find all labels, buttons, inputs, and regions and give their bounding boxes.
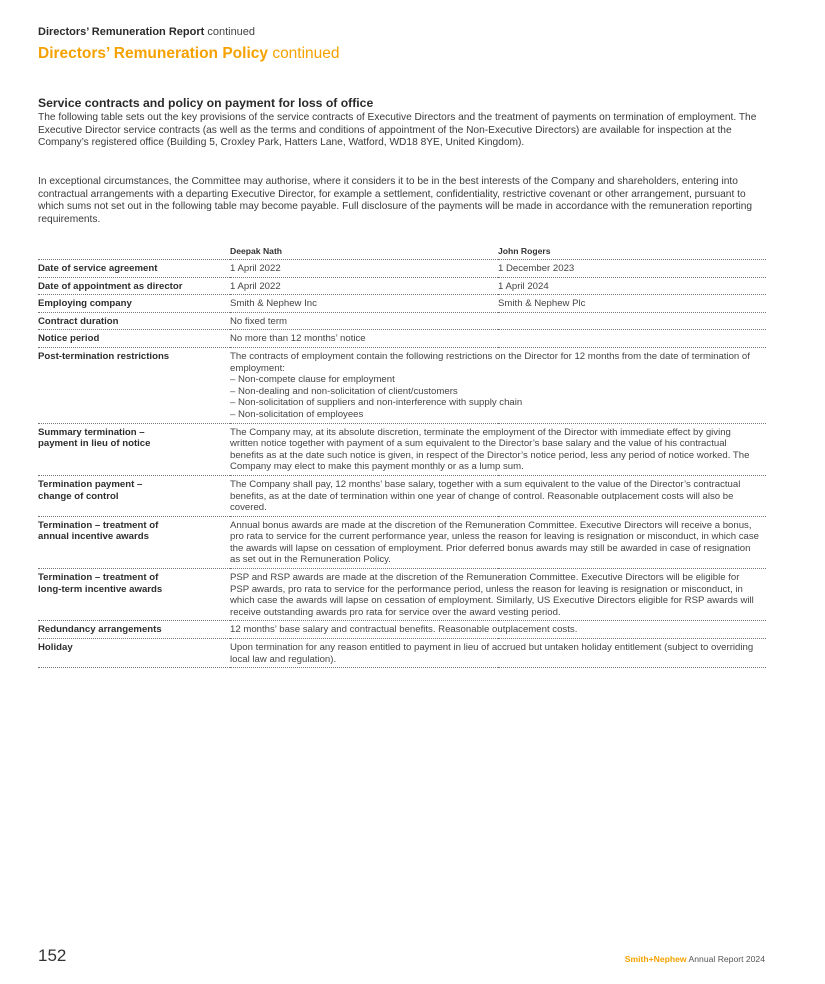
table-row [38,516,766,568]
cell-john: 1 December 2023 [498,260,766,278]
cell-merged: The Company may, at its absolute discretion, terminate the employment of the Director with immediate effect by giving written notice together with payment of a sum equivalent to the Director’s base salary and the value of his contractual benefits as at the date such notice is given, in respect of the Director’s notice period, less any period of notice worked. The Company may elect to make this payment monthly or as a lump sum. [230,423,766,475]
brand-logo-text: Smith+Nephew [624,954,687,964]
cell-john-empty [498,312,766,330]
list-item: – Non-compete clause for employment [230,374,395,386]
row-label: Contract duration [38,312,230,330]
row-label-line: Summary termination – [38,426,145,438]
cell-merged: PSP and RSP awards are made at the discretion of the Remuneration Committee. Executive Directors will be eligible for PSP awards, pro rata to service for the performance period, unless the reason for leaving is resignation or misconduct, in which case the awards will lapse on cessation of employment. Similarly, US Executive Directors eligible for RSP awards will receive outstanding awards pro rata for service over the award vesting period. [230,569,766,621]
row-label-line: annual incentive awards [38,531,149,543]
section-title: Service contracts and policy on payment for loss of office [38,96,374,110]
cell-deepak: 1 April 2022 [230,277,498,295]
table-row [38,639,766,668]
table-row [38,312,766,330]
cell-john: 1 April 2024 [498,277,766,295]
row-label-line: Termination – treatment of [38,519,159,531]
policy-title-suffix: continued [272,45,340,62]
cell-john-empty [498,330,766,348]
table-row [38,475,766,516]
cell-deepak: Smith & Nephew Inc [230,295,498,313]
exceptional-paragraph: In exceptional circumstances, the Committee may authorise, where it considers it to be in the best interests of the Company and shareholders, entering into contractual arrangements with a departing Executive Director, for example a settlement, confidentiality, restrictive covenant or other arrangement, pursuant to which sums not set out in the following table may become payable. Full disclosure of the payments will be made in accordance with the remuneration reporting requirements. [38,176,753,225]
header-john-rogers: John Rogers [498,245,766,260]
footer-report-title: Annual Report 2024 [688,954,765,964]
row-label: Date of appointment as director [38,277,230,295]
table-row [38,621,766,639]
row-label-line: payment in lieu of notice [38,438,151,450]
list-item: – Non-solicitation of employees [230,408,364,420]
cell-john: Smith & Nephew Plc [498,295,766,313]
report-title [38,26,255,38]
row-label [38,516,230,568]
row-label-line: Termination payment – [38,478,143,490]
intro-paragraph: The following table sets out the key provisions of the service contracts of Executive Directors and the treatment of payments on termination of employment. The Executive Director service contracts (as well as the terms and conditions of appointment of the Non-Executive Directors) are available for inspection at the Company’s registered office (Building 5, Croxley Park, Hatters Lane, Watford, WD18 8YE, United Kingdom). [38,112,757,148]
table-row [38,569,766,621]
cell-merged: The Company shall pay, 12 months’ base salary, together with a sum equivalent to the value of the Director’s contractual benefits, as at the date of termination within one year of change of control. Reasonable outplacement costs will also be covered. [230,475,766,516]
table-row [38,423,766,475]
table-row [38,347,766,423]
row-label: Redundancy arrangements [38,621,230,639]
table-row [38,260,766,278]
row-label: Employing company [38,295,230,313]
row-label [38,475,230,516]
table-header-row [38,245,766,260]
list-item: – Non-dealing and non-solicitation of client/customers [230,385,458,397]
page-number: 152 [38,946,67,965]
cell-merged: Annual bonus awards are made at the discretion of the Remuneration Committee. Executive Directors will receive a bonus, pro rata to service for the current performance year, unless the reason for leaving is resignation or misconduct, in which case the awards will lapse on cessation of employment. Prior deferred bonus awards may still be awarded in case of resignation as set out in the Remuneration Policy. [230,516,766,568]
cell-deepak: 1 April 2022 [230,260,498,278]
cell-merged: 12 months’ base salary and contractual benefits. Reasonable outplacement costs. [230,621,766,639]
row-label: Holiday [38,639,230,668]
row-label [38,423,230,475]
header-blank [38,245,230,260]
report-title-text: Directors’ Remuneration Report [38,26,205,38]
policy-title [38,45,340,63]
cell-merged [230,347,766,423]
row-label-line: change of control [38,490,119,502]
row-label-line: long-term incentive awards [38,583,163,595]
list-item: – Non-solicitation of suppliers and non-interference with supply chain [230,397,523,409]
cell-deepak: No fixed term [230,312,498,330]
header-deepak-nath: Deepak Nath [230,245,498,260]
cell-deepak: No more than 12 months’ notice [230,330,498,348]
table-row [38,295,766,313]
restrictions-intro: The contracts of employment contain the following restrictions on the Director for 12 months from the date of termination of employment: [230,350,750,374]
policy-title-text: Directors’ Remuneration Policy [38,45,268,62]
table-row [38,277,766,295]
row-label-line: Termination – treatment of [38,572,159,584]
cell-merged: Upon termination for any reason entitled to payment in lieu of accrued but untaken holiday entitlement (subject to overriding local law and regulation). [230,639,766,668]
row-label: Post-termination restrictions [38,347,230,423]
table-row [38,330,766,348]
footer-report [625,954,765,964]
report-title-suffix: continued [207,26,256,38]
row-label: Notice period [38,330,230,348]
row-label [38,569,230,621]
service-contracts-table [38,245,766,668]
row-label: Date of service agreement [38,260,230,278]
